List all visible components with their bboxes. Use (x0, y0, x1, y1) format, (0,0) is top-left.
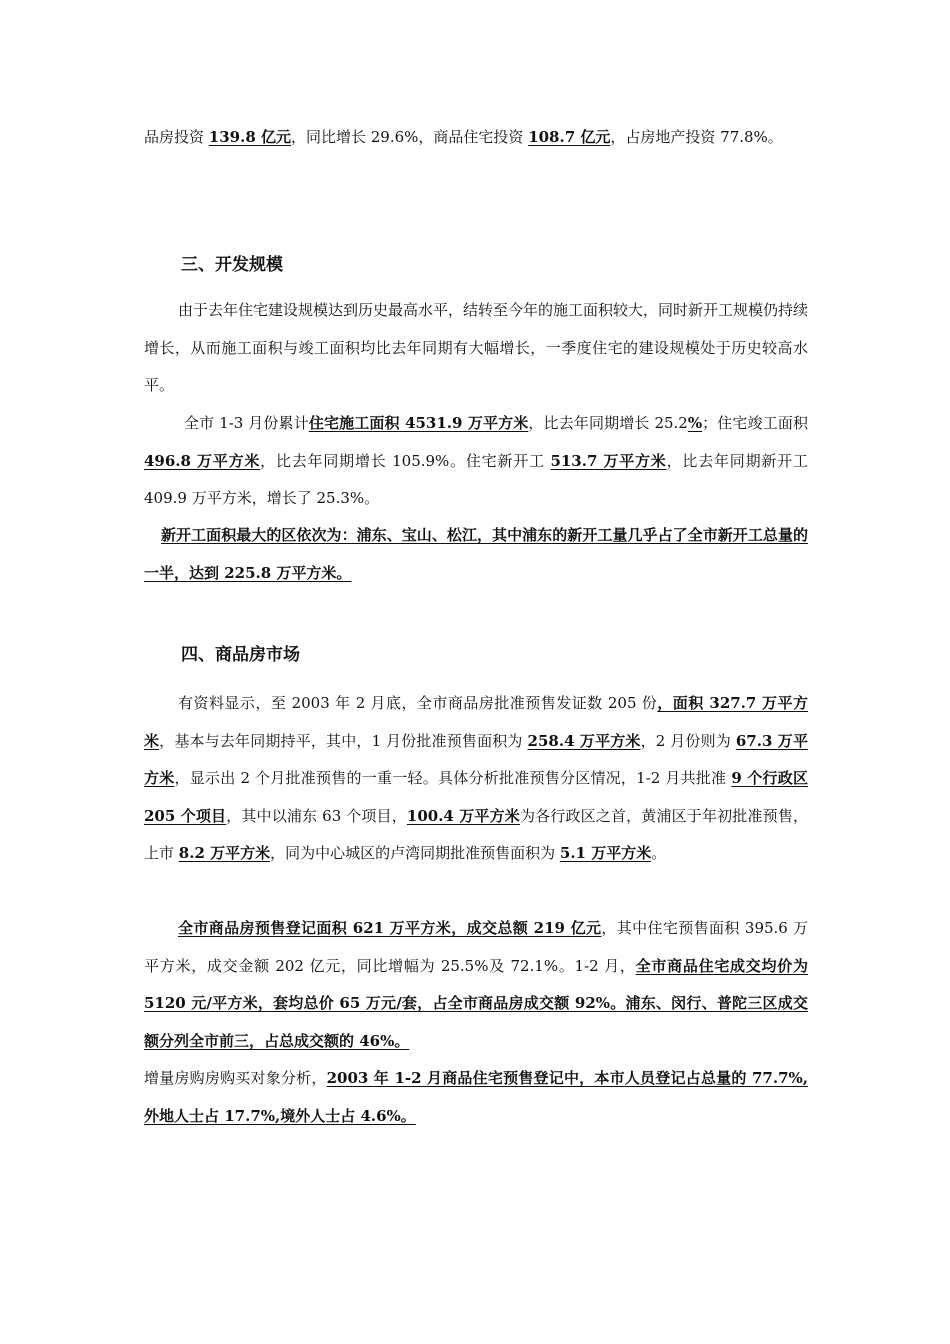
highlight-figure: 108.7 亿元 (528, 128, 611, 146)
section-heading-commercial-housing-market: 四、商品房市场 (181, 645, 300, 665)
text-run: 有资料显示，至 2003 年 2 月底，全市商品房批准预售发证数 205 份 (178, 694, 658, 712)
text-run: ，同比增长 29.6%，商品住宅投资 (290, 128, 529, 146)
text-run: 品房投资 (144, 128, 209, 146)
paragraph-presale-registration (144, 910, 808, 1060)
text-run: ，比去年同期增长 25.2 (528, 414, 688, 432)
paragraph-buyer-analysis (144, 1060, 808, 1135)
text-run: ，比去年同期新开工 409.9 万平方米，增长了 25.3%。 (144, 451, 808, 507)
text-run: 为各行政区之首，黄浦区于年初批准预售，上市 (144, 806, 808, 862)
highlight-figure: 513.7 万平方米 (550, 451, 667, 470)
paragraph-investment (144, 119, 808, 157)
highlight-statement: 2003 年 1-2 月商品住宅预售登记中，本市人员登记占总量的 77.7%,外地人士占 17.7%,境外人士占 4.6%。 (144, 1069, 808, 1125)
highlight-figure: 496.8 万平方米 (144, 451, 261, 470)
paragraph-presale-permits (144, 685, 808, 873)
text-run: ，占房地产投资 77.8%。 (610, 128, 783, 146)
text-run: 全市 1-3 月份累计 (184, 414, 309, 432)
highlight-figure: 5.1 万平方米 (559, 844, 652, 862)
highlight-figure: 8.2 万平方米 (178, 844, 271, 862)
highlight-figure: 258.4 万平方米 (527, 731, 641, 750)
highlight-statement: 全市商品住宅成交均价为 5120 元/平方米，套均总价 65 万元/套，占全市商品房成交额 92%。浦东、闵行、普陀三区成交额分列全市前三，占总成交额的 46%。 (144, 956, 808, 1050)
paragraph-new-starts (144, 517, 808, 592)
text-run: ，其中住宅预售面积 395.6 万平方米，成交金额 202 亿元，同比增幅为 25.5%及 72.1%。1-2 月， (144, 919, 809, 975)
highlight-figure: 住宅施工面积 4531.9 万平方米 (308, 414, 529, 432)
text-run: 增量房购房购买对象分析， (144, 1069, 327, 1087)
text-run: ，2 月份则为 (640, 731, 736, 750)
highlight-figure: 139.8 亿元 (208, 128, 291, 146)
paragraph-construction-area (144, 405, 808, 518)
highlight-figure: 9 个行政区 205 个项目 (144, 769, 808, 825)
text-run: ，同为中心城区的卢湾同期批准预售面积为 (270, 844, 560, 862)
text-run: ，其中以浦东 63 个项目， (226, 806, 407, 825)
paragraph-development-intro: 由于去年住宅建设规模达到历史最高水平，结转至今年的施工面积较大，同时新开工规模仍持续增长，从而施工面积与竣工面积均比去年同期有大幅增长，一季度住宅的建设规模处于历史较高水平。 (144, 301, 809, 394)
text-run: 。 (651, 844, 667, 862)
text-run: ；住宅竣工面积 (702, 414, 808, 432)
section-heading-development-scale: 三、开发规模 (181, 255, 283, 275)
text-run: ，基本与去年同期持平，其中，1 月份批准预售面积为 (159, 731, 528, 750)
highlight-figure: % (687, 414, 703, 432)
highlight-statement: 新开工面积最大的区依次为：浦东、宝山、松江，其中浦东的新开工量几乎占了全市新开工总量的一半，达到 225.8 万平方米。 (144, 526, 808, 582)
highlight-figure: 全市商品房预售登记面积 621 万平方米，成交总额 219 亿元 (178, 919, 602, 937)
highlight-figure: 67.3 万平方米 (144, 731, 808, 787)
highlight-figure: ，面积 327.7 万平方米 (144, 694, 808, 750)
text-run: ，显示出 2 个月批准预售的一重一轻。具体分析批准预售分区情况，1-2 月共批准 (174, 769, 732, 787)
text-run: ，比去年同期增长 105.9%。住宅新开工 (260, 451, 551, 470)
highlight-figure: 100.4 万平方米 (406, 806, 520, 825)
